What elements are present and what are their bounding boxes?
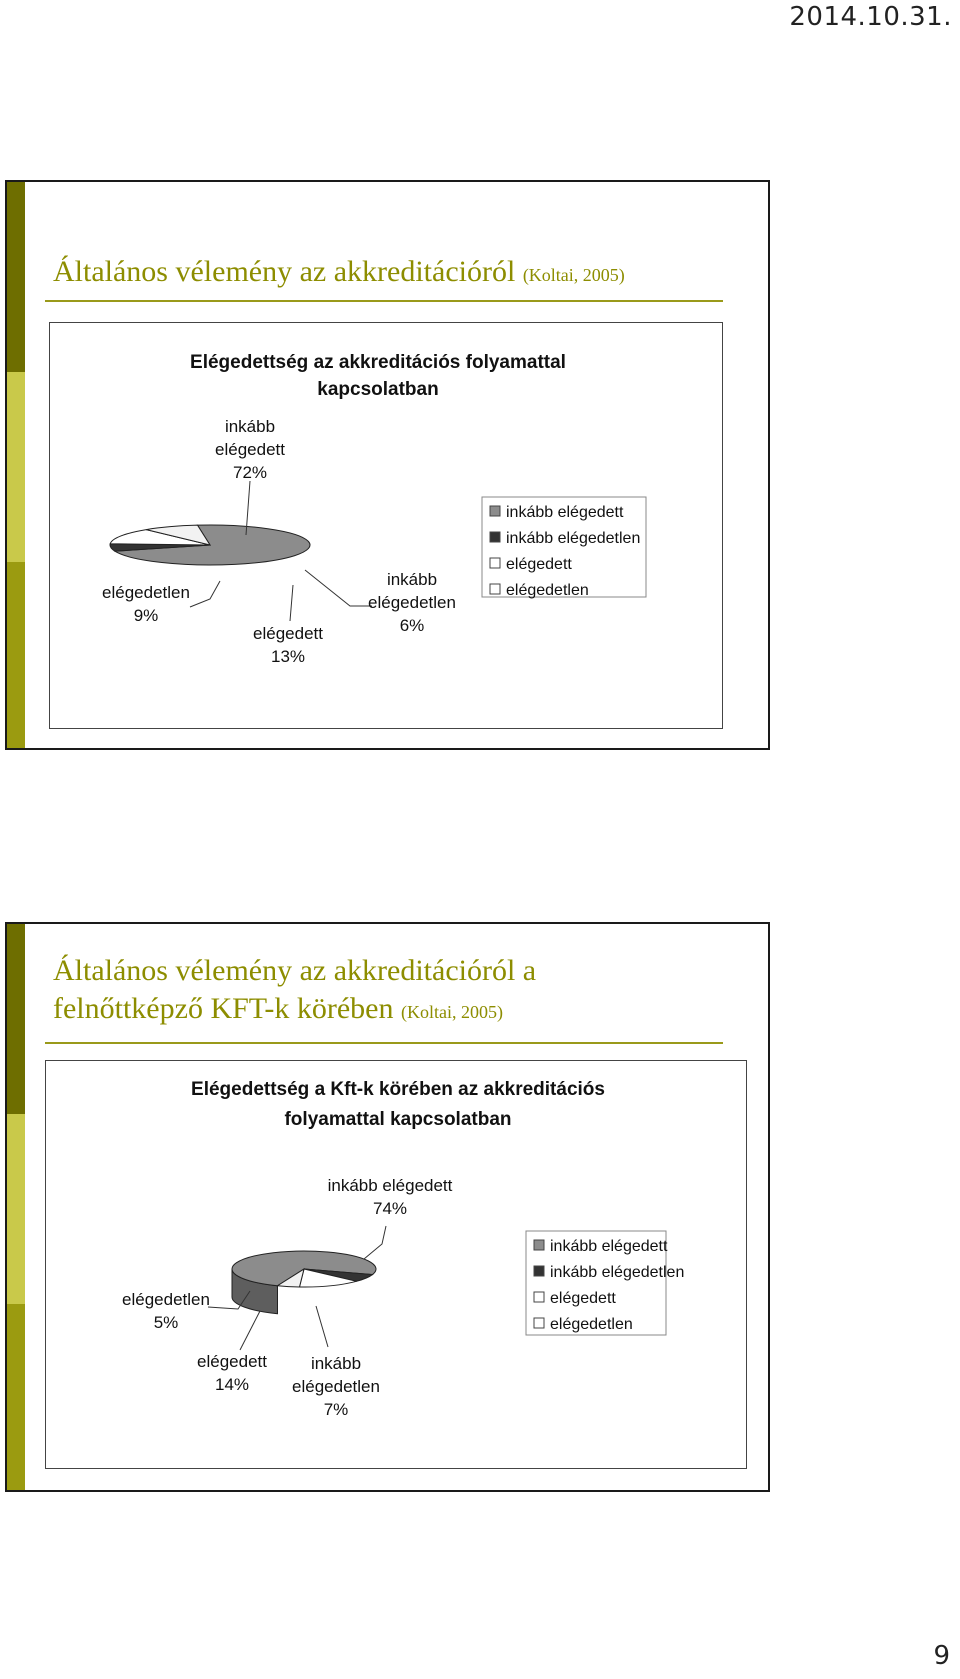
legend-swatch (534, 1292, 544, 1302)
slide-accent-stripe (7, 924, 25, 1490)
pie-body (232, 1251, 376, 1314)
pie-chart-1-svg (50, 323, 722, 728)
legend-entry: elégedetlen (506, 582, 589, 599)
slice-label: inkább (224, 417, 276, 436)
pie-body (110, 525, 310, 565)
slice-label: elégedetlen (292, 1377, 380, 1396)
slide-accent-stripe (7, 182, 25, 748)
chart-title-line2: folyamattal kapcsolatban (284, 1109, 512, 1130)
title-underline (45, 300, 723, 302)
label-leader-line (305, 570, 372, 606)
slice-label: elégedetlen (368, 593, 456, 612)
legend-entry: elégedett (550, 1290, 616, 1307)
label-leader-line (190, 581, 220, 607)
slice-label: elégedett (215, 440, 285, 459)
slice-label: 74% (372, 1199, 408, 1218)
slice-label: 6% (399, 616, 425, 635)
page-number: 9 (933, 1641, 950, 1671)
title-underline (45, 1042, 723, 1044)
chart-title: Elégedettség a Kft-k körében az akkreditációs (191, 1079, 605, 1100)
label-leader-line (364, 1226, 386, 1259)
chart-title: Elégedettség az akkreditációs folyamattal (190, 352, 566, 373)
legend-entry: inkább elégedett (506, 504, 624, 521)
slide-title (53, 952, 536, 1031)
pie-chart-2 (45, 1060, 747, 1469)
slice-label: 7% (323, 1400, 349, 1419)
legend-swatch (490, 558, 500, 568)
label-leader-line (290, 585, 293, 621)
slice-label: elégedetlen (122, 1290, 210, 1309)
slice-label: inkább (386, 570, 438, 589)
pie-chart-1 (49, 322, 723, 729)
legend-entry: elégedetlen (550, 1316, 633, 1333)
slide-2 (5, 922, 770, 1492)
slice-label: inkább (310, 1354, 362, 1373)
header-date: 2014.10.31. (789, 2, 952, 32)
legend-entry: elégedett (506, 556, 572, 573)
slide-title-text: Általános vélemény az akkreditációról (53, 255, 516, 288)
slice-label: 5% (153, 1313, 179, 1332)
legend-swatch (534, 1266, 544, 1276)
legend-entry: inkább elégedetlen (506, 530, 641, 547)
slice-label: 9% (133, 606, 159, 625)
legend-entry: inkább elégedetlen (550, 1264, 685, 1281)
slice-label: elégedett (253, 624, 323, 643)
slice-label: 13% (270, 647, 306, 666)
label-leader-line (316, 1306, 328, 1347)
pie-chart-2-svg (46, 1061, 746, 1468)
slice-label: inkább elégedett (327, 1176, 453, 1195)
slice-label: elégedett (197, 1352, 267, 1371)
legend-swatch (490, 532, 500, 542)
slice-label: 72% (232, 463, 268, 482)
legend-swatch (534, 1240, 544, 1250)
slice-label: 14% (214, 1375, 250, 1394)
legend-swatch (490, 584, 500, 594)
label-leader-line (240, 1311, 260, 1350)
slide-title-source: (Koltai, 2005) (400, 1002, 503, 1022)
slide-title-source: (Koltai, 2005) (522, 265, 625, 285)
slide-title (53, 254, 625, 293)
slice-label: elégedetlen (102, 583, 190, 602)
legend-entry: inkább elégedett (550, 1238, 668, 1255)
legend-swatch (490, 506, 500, 516)
legend-swatch (534, 1318, 544, 1328)
slide-title-line2: felnőttképző KFT-k körében (53, 992, 394, 1025)
slide-1 (5, 180, 770, 750)
chart-title-line2: kapcsolatban (317, 379, 439, 400)
slide-title-text: Általános vélemény az akkreditációról a (53, 954, 537, 987)
